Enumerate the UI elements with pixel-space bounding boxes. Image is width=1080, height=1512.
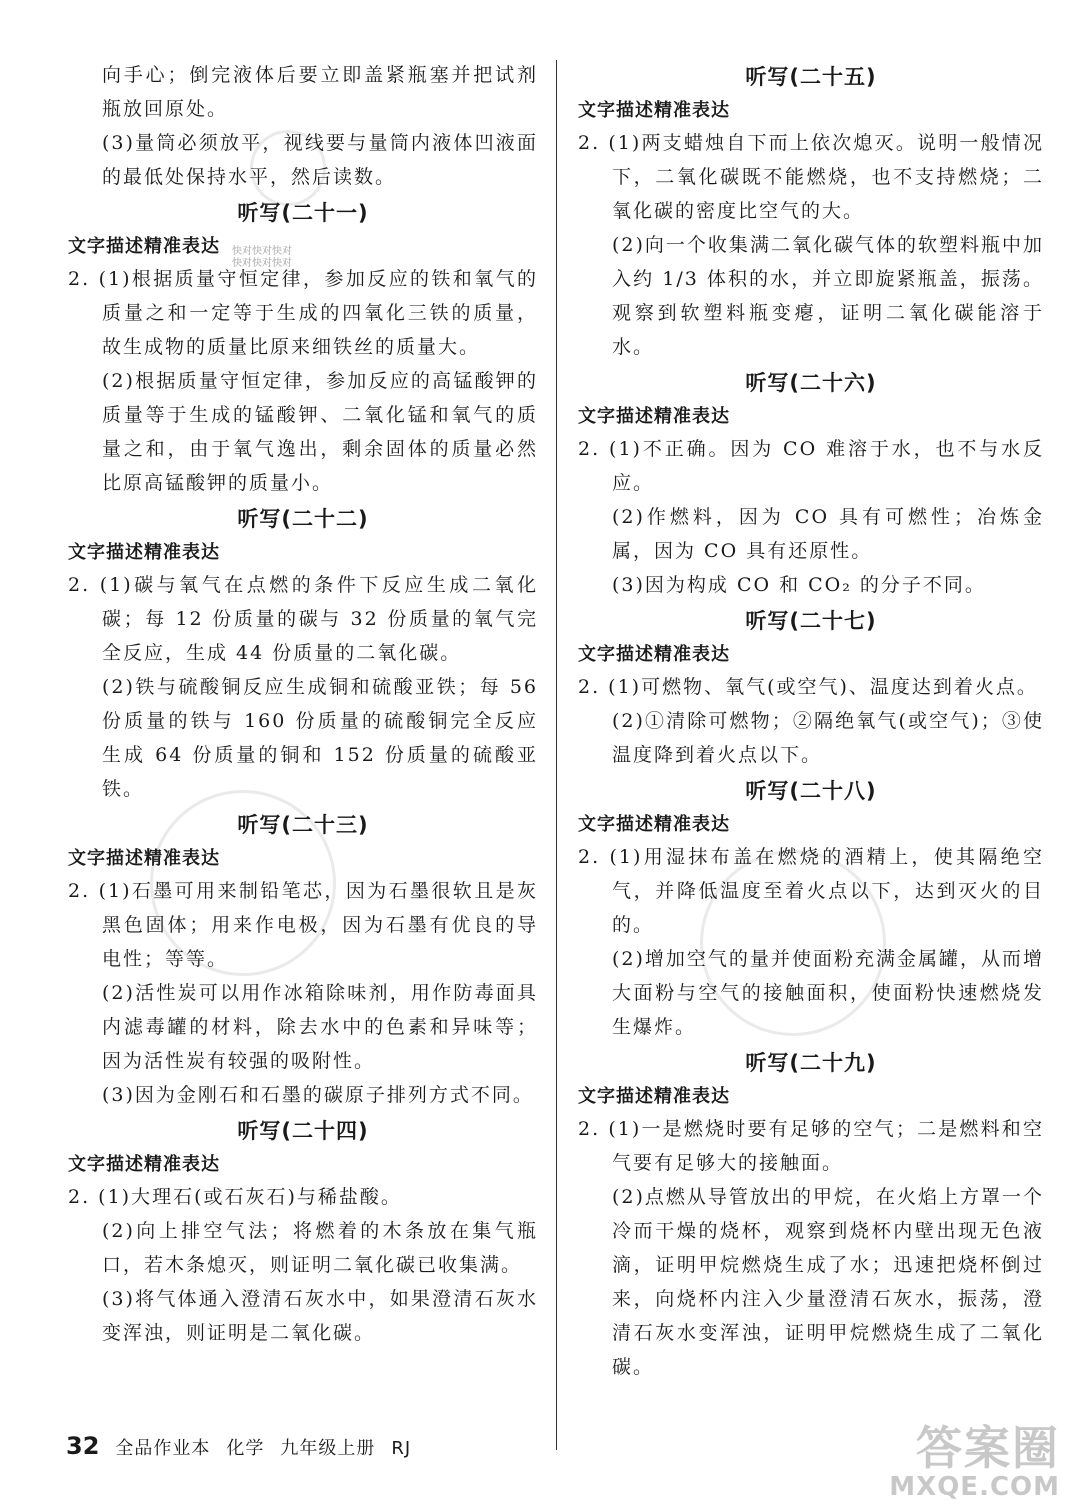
answer-paragraph: 2. (1)碳与氧气在点燃的条件下反应生成二氧化碳；每 12 份质量的碳与 32 份质量的氧气完全反应，生成 44 份质量的二氧化碳。 xyxy=(68,574,538,664)
answer-paragraph: 2. (1)石墨可用来制铅笔芯，因为石墨很软且是灰黑色固体；用来作电极，因为石墨有优良的导电性；等等。 xyxy=(68,880,538,970)
page-number: 32 xyxy=(66,1432,100,1460)
subject: 化学 xyxy=(226,1438,265,1459)
answer-paragraph: (3)将气体通入澄清石灰水中，如果澄清石灰水变浑浊，则证明是二氧化碳。 xyxy=(102,1288,538,1344)
site-logo xyxy=(889,1421,1060,1502)
answer-paragraph: 2. (1)不正确。因为 CO 难溶于水，也不与水反应。 xyxy=(578,438,1044,494)
answer-paragraph: (3)因为构成 CO 和 CO₂ 的分子不同。 xyxy=(612,574,986,596)
column-divider xyxy=(556,60,557,1450)
watermark-line: 快对快对快对 xyxy=(232,258,292,269)
left-column xyxy=(68,58,538,1350)
answer-paragraph: (2)活性炭可以用作冰箱除味剂，用作防毒面具内滤毒罐的材料，除去水中的色素和异味等；因为活性炭有较强的吸附性。 xyxy=(102,982,538,1072)
edition: RJ xyxy=(391,1438,412,1459)
section-subtitle: 文字描述精准表达 xyxy=(578,1086,730,1107)
answer-paragraph: (3)量筒必须放平，视线要与量筒内液体凹液面的最低处保持水平，然后读数。 xyxy=(102,132,538,188)
answer-paragraph: (2)根据质量守恒定律，参加反应的高锰酸钾的质量等于生成的锰酸钾、二氧化锰和氧气的质量之和，由于氧气逸出，剩余固体的质量必然比原高锰酸钾的质量小。 xyxy=(102,370,538,494)
page-footer xyxy=(66,1432,411,1460)
answer-paragraph: 向手心；倒完液体后要立即盖紧瓶塞并把试剂瓶放回原处。 xyxy=(102,64,538,120)
section-title: 听写(二十七) xyxy=(745,609,877,633)
section-subtitle: 文字描述精准表达 xyxy=(68,542,220,563)
answer-paragraph: (2)向上排空气法；将燃着的木条放在集气瓶口，若木条熄灭，则证明二氧化碳已收集满。 xyxy=(102,1220,538,1276)
section-subtitle: 文字描述精准表达 xyxy=(68,848,220,869)
section-title: 听写(二十一) xyxy=(237,201,369,225)
right-column xyxy=(578,58,1044,1384)
section-subtitle: 文字描述精准表达 xyxy=(578,100,730,121)
section-subtitle: 文字描述精准表达 xyxy=(68,236,220,257)
section-title: 听写(二十八) xyxy=(745,779,877,803)
section-subtitle: 文字描述精准表达 xyxy=(578,406,730,427)
grade: 九年级上册 xyxy=(280,1438,376,1459)
book-title: 全品作业本 xyxy=(115,1438,211,1459)
section-subtitle: 文字描述精准表达 xyxy=(68,1154,220,1175)
answer-paragraph: (2)①清除可燃物；②隔绝氧气(或空气)；③使温度降到着火点以下。 xyxy=(612,710,1044,766)
logo-text: 答案圈 xyxy=(916,1421,1060,1475)
section-title: 听写(二十六) xyxy=(745,371,877,395)
answer-paragraph: 2. (1)大理石(或石灰石)与稀盐酸。 xyxy=(68,1186,402,1208)
section-subtitle: 文字描述精准表达 xyxy=(578,644,730,665)
watermark-line: 快对快对快对 xyxy=(232,246,292,257)
answer-paragraph: (3)因为金刚石和石墨的碳原子排列方式不同。 xyxy=(102,1084,534,1106)
answer-paragraph: (2)点燃从导管放出的甲烷，在火焰上方罩一个冷而干燥的烧杯，观察到烧杯内壁出现无色液滴，证明甲烷燃烧生成了水；迅速把烧杯倒过来，向烧杯内注入少量澄清石灰水，振荡，澄清石灰水变浑浊，证明甲烷燃烧生成了二氧化碳。 xyxy=(612,1186,1044,1378)
section-subtitle: 文字描述精准表达 xyxy=(578,814,730,835)
section-title: 听写(二十四) xyxy=(237,1119,369,1143)
answer-paragraph: 2. (1)两支蜡烛自下而上依次熄灭。说明一般情况下，二氧化碳既不能燃烧，也不支持燃烧；二氧化碳的密度比空气的大。 xyxy=(578,132,1044,222)
logo-url: MXQE.COM xyxy=(889,1472,1060,1502)
answer-paragraph: (2)作燃料，因为 CO 具有可燃性；冶炼金属，因为 CO 具有还原性。 xyxy=(612,506,1044,562)
answer-paragraph: 2. (1)根据质量守恒定律，参加反应的铁和氧气的质量之和一定等于生成的四氧化三铁的质量，故生成物的质量比原来细铁丝的质量大。 xyxy=(68,268,538,358)
answer-paragraph: 2. (1)一是燃烧时要有足够的空气；二是燃料和空气要有足够大的接触面。 xyxy=(578,1118,1044,1174)
section-title: 听写(二十三) xyxy=(237,813,369,837)
section-title: 听写(二十九) xyxy=(745,1051,877,1075)
answer-paragraph: 2. (1)用湿抹布盖在燃烧的酒精上，使其隔绝空气，并降低温度至着火点以下，达到灭火的目的。 xyxy=(578,846,1044,936)
answer-paragraph: (2)铁与硫酸铜反应生成铜和硫酸亚铁；每 56 份质量的铁与 160 份质量的硫酸铜完全反应生成 64 份质量的铜和 152 份质量的硫酸亚铁。 xyxy=(102,676,538,800)
section-title: 听写(二十二) xyxy=(237,507,369,531)
answer-paragraph: (2)增加空气的量并使面粉充满金属罐，从而增大面粉与空气的接触面积，使面粉快速燃烧发生爆炸。 xyxy=(612,948,1044,1038)
answer-paragraph: (2)向一个收集满二氧化碳气体的软塑料瓶中加入约 1/3 体积的水，并立即旋紧瓶盖，振荡。观察到软塑料瓶变瘪，证明二氧化碳能溶于水。 xyxy=(612,234,1044,358)
section-title: 听写(二十五) xyxy=(745,65,877,89)
answer-paragraph: 2. (1)可燃物、氧气(或空气)、温度达到着火点。 xyxy=(578,676,1038,698)
